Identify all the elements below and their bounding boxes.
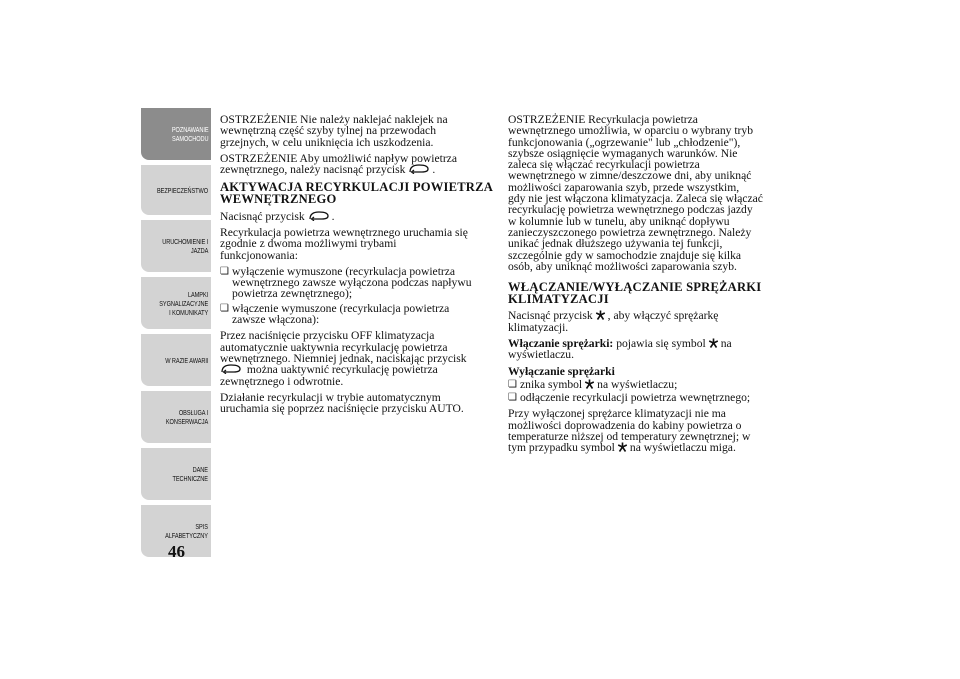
compressor-on-text: Włączanie sprężarki: pojawia się symbol na wyświetlaczu. <box>508 336 732 362</box>
list-item: ❏ odłączenie recyrkulacji powietrza wewnętrznego; <box>508 392 778 403</box>
off-button-paragraph: Przez naciśnięcie przycisku OFF klimatyzacja automatycznie uaktywnia recyrkulację powietrza wewnętrznego. Niemniej jednak, naciskając przycisk można uaktywnić recyrkulację powietrza zewnętrznego i odwrotnie. <box>220 329 467 388</box>
left-column <box>220 114 500 419</box>
recirculation-icon <box>308 211 332 221</box>
tab-label: URUCHOMIENIE I JAZDA <box>161 237 208 255</box>
compressor-off-label: Wyłączanie sprężarki <box>508 364 615 378</box>
snowflake-fan-icon <box>708 338 719 348</box>
page-number: 46 <box>168 542 185 561</box>
tab-label: BEZPIECZEŃSTWO <box>156 185 208 195</box>
tab-label: SPIS ALFABETYCZNY <box>165 522 208 540</box>
tab-label: POZNAWANIE SAMOCHODU <box>171 125 208 143</box>
press-button-text: Nacisnąć przycisk . <box>220 209 335 223</box>
right-column <box>508 114 778 459</box>
heading-recirculation: AKTYWACJA RECYRKULACJI POWIETRZA WEWNĘTRZNEGO <box>220 180 493 207</box>
list-item: ❏ znika symbol na wyświetlaczu; <box>508 379 778 390</box>
auto-mode-paragraph: Działanie recyrkulacji w trybie automatycznym uruchamia się poprzez naciśnięcie przycisku AUTO. <box>220 390 464 416</box>
tab-lampki-sygnalizacyjne[interactable] <box>141 277 211 329</box>
recirculation-intro: Recyrkulacja powietrza wewnętrznego uruchamia się zgodnie z dwoma możliwymi trybami funkcjonowania: <box>220 225 468 262</box>
heading-compressor: WŁĄCZANIE/WYŁĄCZANIE SPRĘŻARKI KLIMATYZACJI <box>508 280 762 306</box>
warning-air-inflow: OSTRZEŻENIE Aby umożliwić napływ powietrza zewnętrznego, należy nacisnąć przycisk . <box>220 151 457 177</box>
compressor-final-paragraph: Przy wyłączonej sprężarce klimatyzacji nie ma możliwości doprowadzenia do kabiny powietrza o temperaturze niższej od temperatury zewnętrznej; w tym przypadku symbol na wyświetlaczu miga. <box>508 407 751 455</box>
tab-w-razie-awarii[interactable] <box>141 334 211 386</box>
tab-label: LAMPKI SYGNALIZACYJNE I KOMUNIKATY <box>159 289 208 317</box>
list-item: ❏ włączenie wymuszone (recyrkulacja powietrza zawsze włączona): <box>220 303 500 326</box>
snowflake-fan-icon <box>617 442 628 452</box>
warning-stickers: OSTRZEŻENIE Nie należy naklejać naklejek na wewnętrzną część szyby tylnej na przewodach grzejnych, w celu uniknięcia ich uszkodzenia. <box>220 113 448 149</box>
tab-dane-techniczne[interactable] <box>141 448 211 500</box>
tab-label: DANE TECHNICZNE <box>172 465 208 483</box>
tab-label: OBSŁUGA I KONSERWACJA <box>165 408 208 426</box>
tab-uruchomienie-i-jazda[interactable] <box>141 220 211 272</box>
snowflake-fan-icon <box>595 310 606 320</box>
recirculation-icon <box>408 164 432 174</box>
tab-bezpieczenstwo[interactable] <box>141 165 211 215</box>
recirculation-icon <box>220 364 244 374</box>
tab-label: W RAZIE AWARII <box>164 355 208 365</box>
warning-recirculation: OSTRZEŻENIE Recyrkulacja powietrza wewnętrznego umożliwia, w oparciu o wybrany tryb funkcjonowania („ogrzewanie" lub „chłodzenie"), szybsze osiągnięcie wymaganych warunków. Nie zaleca się włączać recyrkulacji powietrza wewnętrznego w zimne/deszczowe dni, aby uniknąć możliwości zaparowania szyb, przede wszystkim, gdy nie jest włączona klimatyzacja. Zaleca się włączać recyrkulację powietrza wewnętrznego podczas jazdy w kolumnie lub w tunelu, aby uniknąć dopływu zanieczyszczonego powietrza zewnętrznego. Należy unikać jednak dłuższego używania tej funkcji, szczególnie gdy w samochodzie znajduje się kilka osób, aby uniknąć możliwości zaparowania szyb. <box>508 113 763 273</box>
tab-obsluga-i-konserwacja[interactable] <box>141 391 211 443</box>
list-item: ❏ wyłączenie wymuszone (recyrkulacja powietrza wewnętrznego zawsze wyłączona podczas napływu powietrza zewnętrznego); <box>220 266 500 300</box>
tab-poznawanie-samochodu[interactable] <box>141 108 211 160</box>
compressor-press-text: Nacisnąć przycisk , aby włączyć sprężarkę klimatyzacji. <box>508 309 719 334</box>
snowflake-fan-icon <box>584 379 595 389</box>
